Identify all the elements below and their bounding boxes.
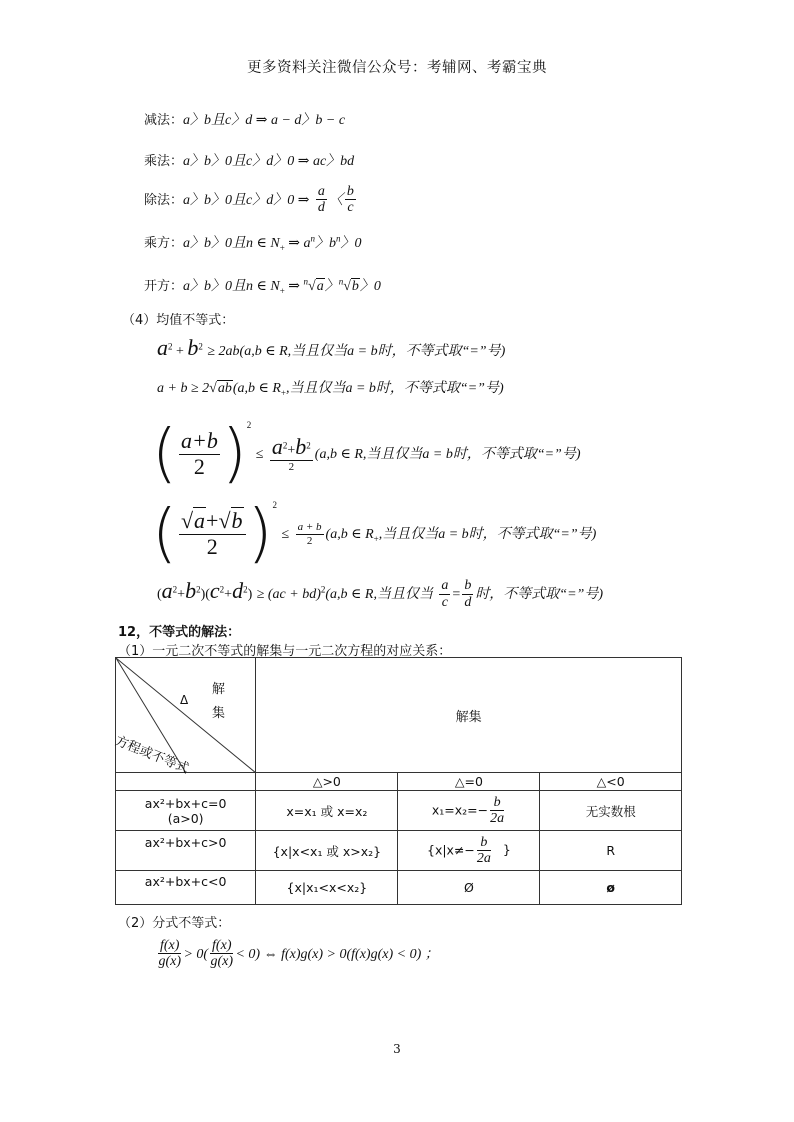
exponent: 2 [243, 584, 248, 595]
col-header: △=0 [398, 773, 540, 791]
mean-line-1: $a^2 + b^2 \ge 2ab(a,b$ ∈ R,当且仅当a = b时，不等式取“=”号) [157, 335, 506, 360]
row-label [116, 791, 256, 831]
frac-num: b [464, 578, 472, 594]
exponent: 2 [246, 420, 252, 430]
solution-table [112, 657, 682, 905]
frac-den: d [464, 594, 472, 610]
exponent: 2 [196, 584, 201, 595]
rule-formula: ,当且仅当a = b时，不等式取“=”号) [285, 381, 504, 396]
exponent: 2 [272, 500, 278, 510]
exponent: n [310, 233, 316, 244]
subscript: + [373, 533, 379, 544]
rule-formula: 〉b [315, 236, 337, 251]
var-b: b [295, 434, 307, 460]
var-b: b [187, 335, 199, 360]
exponent: 2 [320, 584, 326, 595]
exponent: 2 [172, 584, 178, 595]
radicand: a [194, 507, 206, 533]
rule-formula: ≥ 2ab(a,b ∈ R,当且仅当a = b时，不等式取“=”号) [207, 344, 506, 359]
rule-formula: a + b ≥ 2 [157, 381, 210, 396]
cell: {x|x₁<x<x₂} [256, 871, 398, 905]
cell [398, 791, 540, 831]
mean-line-3: ( $\frac{a+b}{2}$ )$^2$ ≤ $\frac{a^2+b^2}{2}$ (a,b ∈ R,当且仅当a = b时，不等式取“=”号) [152, 417, 581, 491]
cell-text: {x|x≠− [427, 842, 475, 857]
frac-den: 2 [288, 460, 295, 473]
mean-heading: （4）均值不等式： [122, 313, 235, 328]
row-label: ax²+bx+c>0 [116, 831, 256, 871]
col-header: △<0 [540, 773, 682, 791]
relation: ≤ [255, 447, 264, 462]
var-a: a [271, 434, 283, 460]
rule-formula: > 0( [183, 946, 209, 962]
page-header: 更多资料关注微信公众号：考辅网、考霸宝典 [247, 60, 547, 76]
rule-formula: (a,b ∈ R,当且仅当a = b时，不等式取“=”号) [314, 447, 581, 462]
row-label: ax²+bx+c<0 [116, 871, 256, 905]
frac-den: 2a [490, 811, 505, 826]
frac-den: 2 [306, 534, 313, 547]
rule-formula: a〉b〉0且c〉d〉0 ⇒ [183, 192, 310, 208]
rule-formula: 〉0 [359, 279, 381, 294]
rule-formula: 时，不等式取“=”号) [475, 587, 603, 602]
fraction-heading: （2）分式不等式： [118, 916, 231, 931]
rule-formula: 〉 [324, 279, 339, 294]
root-index: n [303, 276, 309, 287]
frac-den: g(x) [158, 954, 181, 970]
corner-solution-label: 解 集 [212, 682, 226, 721]
cell-text: x₁=x₂=− [431, 802, 489, 817]
frac-den: 2 [206, 534, 218, 559]
frac-num: b [346, 184, 354, 199]
frac-num: f(x) [160, 938, 180, 953]
page-number: 3 [393, 1042, 401, 1056]
rule-label: 乘方： [144, 236, 184, 251]
radicand: a [316, 279, 324, 294]
cell: R [540, 831, 682, 871]
paren: ( [157, 587, 162, 602]
rule-formula: a〉b且c〉d ⇒ a − d〉b − c [183, 113, 346, 128]
rule-formula: (a,b ∈ R [232, 381, 281, 396]
frac-den: c [441, 594, 449, 610]
subscript: + [280, 387, 286, 398]
frac-num: a [441, 578, 449, 594]
row-label-line: (a>0) [167, 810, 204, 826]
cell: Ø [398, 871, 540, 905]
plus: + [206, 507, 219, 533]
cell-text: } [502, 842, 511, 857]
frac-num: b [490, 795, 504, 811]
table-corner [112, 658, 256, 777]
power-rule [144, 232, 362, 253]
var-d: d [232, 578, 244, 603]
subscript: + [279, 285, 285, 296]
fraction-inequality [156, 938, 439, 970]
subtraction-rule [144, 109, 345, 129]
section-subtitle: （1）一元二次不等式的解集与一元二次方程的对应关系： [118, 644, 452, 659]
subscript: + [279, 242, 285, 253]
cell: 无实数根 [540, 791, 682, 831]
rule-label: 减法： [144, 113, 184, 128]
cell: ø [540, 871, 682, 905]
section-title: 12，不等式的解法： [118, 625, 241, 640]
root-index: n [338, 276, 344, 287]
division-rule [144, 184, 358, 216]
exponent: 2 [168, 341, 173, 352]
var-c: c [209, 578, 220, 603]
rule-formula: a〉b〉0且c〉d〉0 ⇒ ac〉bd [183, 154, 355, 169]
rule-formula: ⇒ [284, 279, 304, 294]
cell: x=x₁ 或 x=x₂ [256, 791, 398, 831]
frac-den: d [317, 200, 325, 216]
exponent: n [336, 233, 341, 244]
radicand: ab [217, 381, 232, 396]
rule-label: 除法： [144, 192, 184, 208]
rule-formula: ⇒ a [284, 236, 311, 251]
corner-delta-label: Δ [180, 693, 189, 707]
cell: {x|x<x₁ 或 x>x₂} [256, 831, 398, 871]
mean-line-5: $(a^2+b^2)(c^2+d^2) \ge (ac + bd)^2(a,b$ ∈ R,当且仅当 $\frac{a}{c}$ = $\frac{b}{d}$ 时，不等式取“=”号) [157, 578, 603, 610]
rule-label: 开方： [144, 279, 184, 294]
multiplication-rule [144, 150, 354, 170]
frac-den: 2 [193, 453, 205, 479]
mean-line-2: a + b ≥ 2√ab(a,b ∈ $R_+$,当且仅当a = b时，不等式取“=”号) [157, 381, 504, 398]
rule-formula: 〉0 [340, 236, 362, 251]
frac-den: g(x) [210, 954, 234, 970]
cell [398, 831, 540, 871]
rule-formula: (a,b ∈ R,当且仅当 [325, 587, 433, 602]
exponent: 2 [198, 341, 203, 352]
rule-label: 乘法： [144, 154, 184, 169]
rule-formula: a〉b〉0且n ∈ N [183, 236, 280, 251]
exponent: 2 [306, 440, 311, 451]
mean-line-4: ( $\frac{√a+√b}{2}$ )$^2$ ≤ $\frac{a + b}{2}$ (a,b ∈ $R_+$,当且仅当a = b时，不等式取“=”号) [152, 497, 597, 571]
row-label-line: ax²+bx+c=0 [144, 795, 227, 811]
relation: 〈 [328, 192, 343, 208]
var-a: a [157, 335, 168, 360]
rule-formula: ≥ (ac + bd) [256, 587, 321, 602]
rule-formula: a〉b〉0且n ∈ N [183, 279, 280, 294]
exponent: 2 [219, 584, 225, 595]
frac-num: a [317, 184, 325, 199]
frac-num: f(x) [212, 938, 232, 953]
frac-den: 2a [476, 851, 491, 866]
frac-num: a+b [180, 428, 218, 454]
table-row [116, 791, 682, 831]
radicand: b [231, 507, 243, 533]
table-row [116, 831, 682, 871]
header-span: 解集 [256, 658, 682, 773]
frac-num: b [477, 835, 491, 851]
var-b: b [185, 578, 197, 603]
rule-formula: ,当且仅当a = b时，不等式取“=”号) [378, 527, 597, 542]
rule-formula: < 0) ⇔ f(x)g(x) > 0(f(x)g(x) < 0) ； [235, 946, 439, 962]
corner-equation-label: 方程或不等式 [112, 733, 191, 777]
var-a: a [161, 578, 173, 603]
exponent: 2 [282, 440, 288, 451]
relation: ≤ [281, 527, 290, 542]
frac-num: a + b [297, 521, 322, 534]
rule-formula: (a,b ∈ R [325, 527, 374, 542]
root-rule: 开方：a〉b〉0且n ∈ $N_+$ ⇒ $^n$√a〉$^n$√b〉0 [144, 276, 381, 296]
table-row [116, 871, 682, 905]
relation: = [452, 587, 461, 602]
col-header: △>0 [256, 773, 398, 791]
frac-den: c [347, 200, 354, 216]
radicand: b [351, 279, 359, 294]
